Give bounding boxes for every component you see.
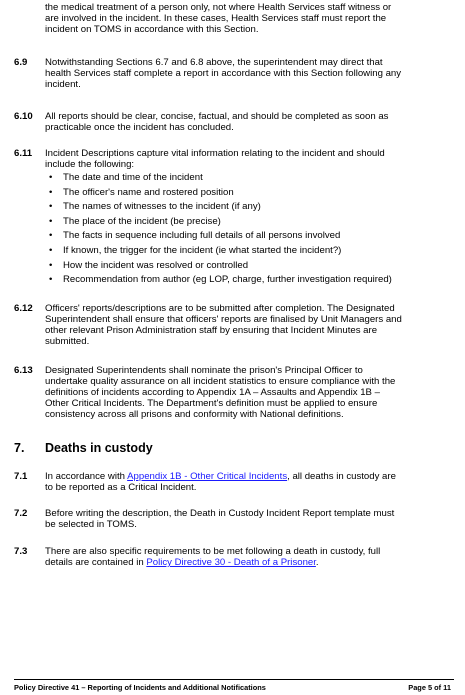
text-line: Superintendent shall ensure that officers' reports are finalised by Unit Managers and bbox=[45, 314, 402, 325]
list-item: • The names of witnesses to the incident (if any) bbox=[45, 200, 455, 215]
text-line: Other Critical Incidents. The Department's definition must be applied to ensure bbox=[45, 398, 378, 409]
heading-title: Deaths in custody bbox=[45, 441, 153, 455]
section-number: 6.10 bbox=[14, 111, 33, 122]
text-line: definitions of incidents according to Appendix 1A – Assaults and Appendix 1B – bbox=[45, 387, 380, 398]
text-line: are involved in the incident. In these cases, Health Services staff must report the bbox=[45, 13, 387, 24]
list-item: • Recommendation from author (eg LOP, charge, further investigation required) bbox=[45, 273, 455, 288]
text-fragment: details are contained in bbox=[45, 557, 147, 568]
footer-title: Policy Directive 41 – Reporting of Incidents and Additional Notifications bbox=[14, 683, 266, 692]
text-line: to be reported as a Critical Incident. bbox=[45, 482, 197, 493]
text-line: Designated Superintendents shall nominate the prison's Principal Officer to bbox=[45, 365, 363, 376]
section-number: 7.3 bbox=[14, 546, 28, 557]
section-number: 7.2 bbox=[14, 508, 28, 519]
section-number: 6.13 bbox=[14, 365, 33, 376]
text-line: Incident Descriptions capture vital information relating to the incident and should bbox=[45, 148, 385, 159]
policy-directive-30-link[interactable]: Policy Directive 30 - Death of a Prisoner bbox=[146, 557, 316, 568]
text-line: undertake quality assurance on all incident statistics to ensure compliance with the bbox=[45, 376, 396, 387]
text-line: the medical treatment of a person only, not where Health Services staff witness or bbox=[45, 2, 392, 13]
text-line: Officers' reports/descriptions are to be submitted after completion. The Designated bbox=[45, 303, 395, 314]
list-item: • The date and time of the incident bbox=[45, 171, 455, 186]
text-line: There are also specific requirements to be met following a death in custody, full bbox=[45, 546, 381, 557]
text-fragment: In accordance with bbox=[45, 471, 128, 482]
text-line: incident on TOMS in accordance with this Section. bbox=[45, 24, 259, 35]
text-line bbox=[45, 471, 455, 482]
list-item: • The place of the incident (be precise) bbox=[45, 215, 455, 230]
section-number: 6.12 bbox=[14, 303, 33, 314]
text-line: incident. bbox=[45, 79, 81, 90]
footer-divider bbox=[14, 679, 454, 680]
list-item: • The officer's name and rostered position bbox=[45, 186, 455, 201]
text-line: include the following: bbox=[45, 159, 135, 170]
text-line: be selected in TOMS. bbox=[45, 519, 137, 530]
heading-number: 7. bbox=[14, 441, 25, 455]
section-number: 6.9 bbox=[14, 57, 28, 68]
text-line: Before writing the description, the Death in Custody Incident Report template must bbox=[45, 508, 395, 519]
text-line: consistency across all prisons and conformity with National definitions. bbox=[45, 409, 344, 420]
text-line: All reports should be clear, concise, factual, and should be completed as soon as bbox=[45, 111, 389, 122]
text-line bbox=[45, 557, 455, 568]
text-line: other relevant Prison Administration staff by ensuring that Incident Minutes are bbox=[45, 325, 378, 336]
text-line: Notwithstanding Sections 6.7 and 6.8 above, the superintendent may direct that bbox=[45, 57, 383, 68]
text-line: practicable once the incident has concluded. bbox=[45, 122, 234, 133]
list-item: • The facts in sequence including full details of all persons involved bbox=[45, 229, 455, 244]
list-item: • How the incident was resolved or controlled bbox=[45, 259, 455, 274]
text-fragment: . bbox=[315, 557, 319, 568]
appendix-1b-link[interactable]: Appendix 1B - Other Critical Incidents bbox=[127, 471, 288, 482]
section-number: 7.1 bbox=[14, 471, 28, 482]
page-number: Page 5 of 11 bbox=[408, 683, 451, 692]
bullet-list bbox=[45, 171, 455, 288]
list-item: • If known, the trigger for the incident (ie what started the incident?) bbox=[45, 244, 455, 259]
text-fragment: , all deaths in custody are bbox=[287, 471, 396, 482]
section-number: 6.11 bbox=[14, 148, 33, 159]
text-line: health Services staff complete a report in accordance with this Section following any bbox=[45, 68, 402, 79]
text-line: submitted. bbox=[45, 336, 90, 347]
